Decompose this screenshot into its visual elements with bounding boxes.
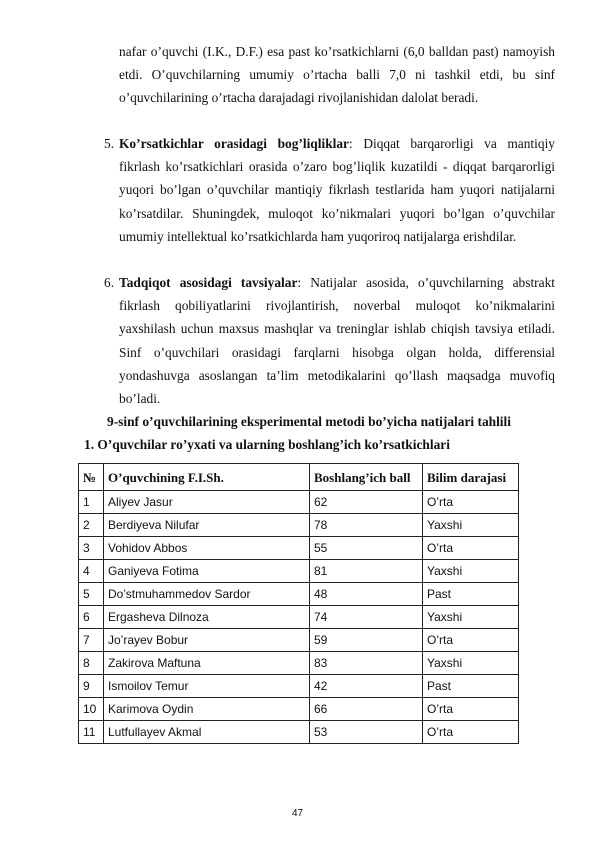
cell-level: O’rta [423, 698, 519, 721]
list-item-text: : Diqqat barqarorligi va mantiqiy fikrlash ko’rsatkichlari orasida o’zaro bog’liqlik kuzatildi - diqqat barqarorligi yuqori bo’lgan o’quvchilar mantiqiy fikrlash testlarida ham yuqori natijalarni ko’rsatdilar. Shuningdek, muloqot ko’nikmalari yuqori bo’lgan o’quvchilar umumiy intellektual ko’rsatkichlarda ham yuqoriroq natijalarga erishdilar. [119, 136, 555, 244]
cell-name: Do’stmuhammedov Sardor [104, 583, 310, 606]
table-row [79, 698, 519, 721]
cell-score: 78 [310, 514, 423, 537]
cell-number: 11 [79, 721, 104, 744]
cell-name: Vohidov Abbos [104, 537, 310, 560]
cell-name: Ganiyeva Fotima [104, 560, 310, 583]
header-level: Bilim darajasi [423, 464, 519, 491]
cell-level: Past [423, 583, 519, 606]
table-row [79, 514, 519, 537]
cell-score: 42 [310, 675, 423, 698]
cell-level: O’rta [423, 721, 519, 744]
cell-name: Ismoilov Temur [104, 675, 310, 698]
cell-level: Yaxshi [423, 560, 519, 583]
cell-score: 48 [310, 583, 423, 606]
header-name: O’quvchining F.I.Sh. [104, 464, 310, 491]
cell-name: Aliyev Jasur [104, 491, 310, 514]
cell-name: Jo’rayev Bobur [104, 629, 310, 652]
table-row [79, 721, 519, 744]
table-row [79, 606, 519, 629]
cell-score: 53 [310, 721, 423, 744]
cell-score: 59 [310, 629, 423, 652]
cell-name: Berdiyeva Nilufar [104, 514, 310, 537]
cell-score: 62 [310, 491, 423, 514]
cell-score: 66 [310, 698, 423, 721]
cell-name: Karimova Oydin [104, 698, 310, 721]
list-item-number: 5. [104, 136, 115, 151]
list-item-number: 6. [104, 275, 115, 290]
cell-number: 10 [79, 698, 104, 721]
cell-number: 9 [79, 675, 104, 698]
cell-name: Zakirova Maftuna [104, 652, 310, 675]
table-row [79, 560, 519, 583]
cell-score: 74 [310, 606, 423, 629]
cell-number: 2 [79, 514, 104, 537]
table-row [79, 652, 519, 675]
cell-name: Ergasheva Dilnoza [104, 606, 310, 629]
table-row [79, 537, 519, 560]
cell-score: 83 [310, 652, 423, 675]
header-number: № [79, 464, 104, 491]
cell-level: Yaxshi [423, 514, 519, 537]
list-item-6 [104, 271, 555, 410]
cell-number: 6 [79, 606, 104, 629]
intro-paragraph-text: nafar o’quvchi (I.K., D.F.) esa past ko’rsatkichlarni (6,0 balldan past) namoyish etdi. O’quvchilarning umumiy o’rtacha balli 7,0 ni tashkil etdi, bu sinf o’quvchilarining o’rtacha darajadagi rivojlanishidan dalolat beradi. [119, 44, 555, 106]
table-body [79, 491, 519, 744]
cell-level: O’rta [423, 491, 519, 514]
cell-score: 55 [310, 537, 423, 560]
cell-number: 5 [79, 583, 104, 606]
table-row [79, 675, 519, 698]
cell-level: Yaxshi [423, 652, 519, 675]
cell-number: 3 [79, 537, 104, 560]
list-item-title: Tadqiqot asosidagi tavsiyalar [119, 275, 298, 290]
cell-name: Lutfullayev Akmal [104, 721, 310, 744]
cell-level: O’rta [423, 629, 519, 652]
table-row [79, 583, 519, 606]
cell-number: 7 [79, 629, 104, 652]
section-title: 9-sinf o’quvchilarining eksperimental metodi bo’yicha natijalari tahlili [107, 414, 511, 429]
list-item-5 [104, 132, 555, 248]
list-item-text: : Natijalar asosida, o’quvchilarning abstrakt fikrlash qobiliyatlarini rivojlantirish, noverbal muloqot ko’nikmalarini yaxshilash uchun maxsus mashqlar va treninglar ishlab chiqish tavsiya etiladi. Sinf o’quvchilari orasidagi farqlarni hisobga olgan holda, differensial yondashuvga asoslangan ta’lim metodikalarini qo’llash maqsadga muvofiq bo’ladi. [119, 275, 555, 407]
cell-number: 4 [79, 560, 104, 583]
table-row [79, 491, 519, 514]
cell-number: 8 [79, 652, 104, 675]
list-item-title: Ko’rsatkichlar orasidagi bog’liqliklar [119, 136, 349, 151]
cell-level: O’rta [423, 537, 519, 560]
intro-paragraph [119, 40, 555, 110]
cell-level: Past [423, 675, 519, 698]
cell-number: 1 [79, 491, 104, 514]
results-table [78, 463, 519, 744]
page-number: 47 [291, 808, 304, 819]
cell-score: 81 [310, 560, 423, 583]
header-score: Boshlang’ich ball [310, 464, 423, 491]
table-header-row [79, 464, 519, 491]
cell-level: Yaxshi [423, 606, 519, 629]
table-row [79, 629, 519, 652]
table-title: 1. O’quvchilar ro’yxati va ularning boshlang’ich ko’rsatkichlari [84, 437, 450, 452]
